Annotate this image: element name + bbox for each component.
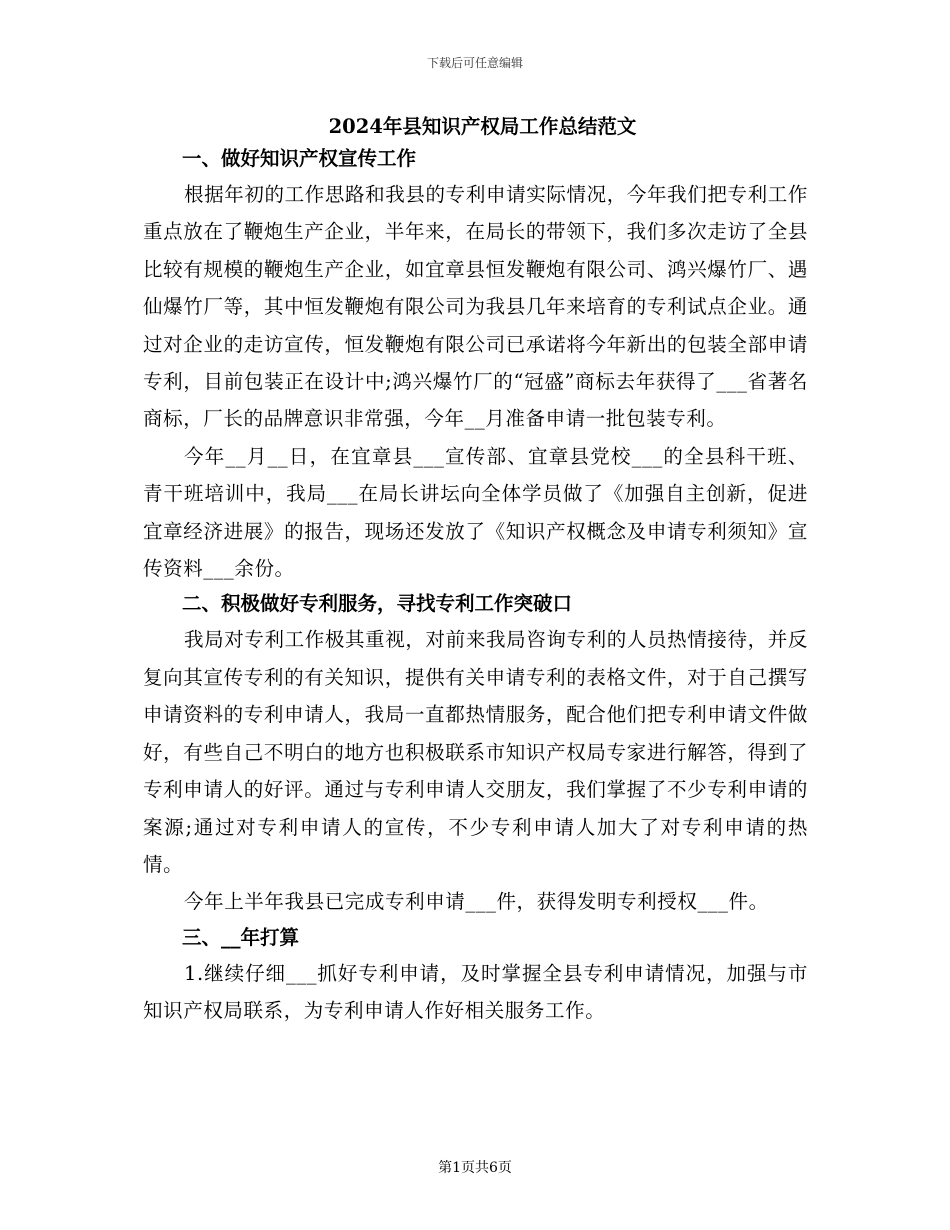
section-heading: 一、做好知识产权宣传工作 [182, 147, 417, 170]
document-title: 2024年县知识产权局工作总结范文 [328, 115, 637, 138]
page-number: 第1页共6页 [438, 1160, 512, 1176]
paragraph: 我局对专利工作极其重视，对前来我局咨询专利的人员热情接待，并反复向其宣传专利的有关知识，提供有关申请专利的表格文件，对于自己撰写申请资料的专利申请人，我局一直都热情服务，配合他们把专利申请文件做好，有些自己不明白的地方也积极联系市知识产权局专家进行解答，得到了专利申请人的好评。通过与专利申请人交朋友，我们掌握了不少专利申请的案源;通过对专利申请人的宣传，不少专利申请人加大了对专利申请的热情。 [143, 628, 808, 876]
paragraph: 1.继续仔细___抓好专利申请，及时掌握全县专利申请情况，加强与市知识产权局联系，为专利申请人作好相关服务工作。 [143, 961, 808, 1023]
paragraph: 今年上半年我县已完成专利申请___件，获得发明专利授权___件。 [184, 890, 769, 914]
section-2 [143, 587, 808, 920]
paragraph: 今年__月__日，在宜章县___宣传部、宜章县党校___的全县科干班、青干班培训中，我局___在局长讲坛向全体学员做了《加强自主创新，促进宜章经济进展》的报告，现场还发放了《知识产权概念及申请专利须知》宣传资料___余份。 [143, 444, 808, 581]
section-1 [143, 142, 808, 587]
paragraph: 根据年初的工作思路和我县的专利申请实际情况，今年我们把专利工作重点放在了鞭炮生产企业，半年来，在局长的带领下，我们多次走访了全县比较有规模的鞭炮生产企业，如宜章县恒发鞭炮有限公司、鸿兴爆竹厂、遇仙爆竹厂等，其中恒发鞭炮有限公司为我县几年来培育的专利试点企业。通过对企业的走访宣传，恒发鞭炮有限公司已承诺将今年新出的包装全部申请专利，目前包装正在设计中;鸿兴爆竹厂的“冠盛”商标去年获得了___省著名商标，厂长的品牌意识非常强，今年__月准备申请一批包装专利。 [143, 183, 808, 431]
section-heading: 二、积极做好专利服务，寻找专利工作突破口 [182, 592, 573, 616]
document-body [143, 112, 808, 1030]
section-3 [143, 921, 808, 1030]
header-note: 下载后可任意编辑 [426, 56, 523, 70]
section-heading: 三、__年打算 [182, 925, 300, 949]
